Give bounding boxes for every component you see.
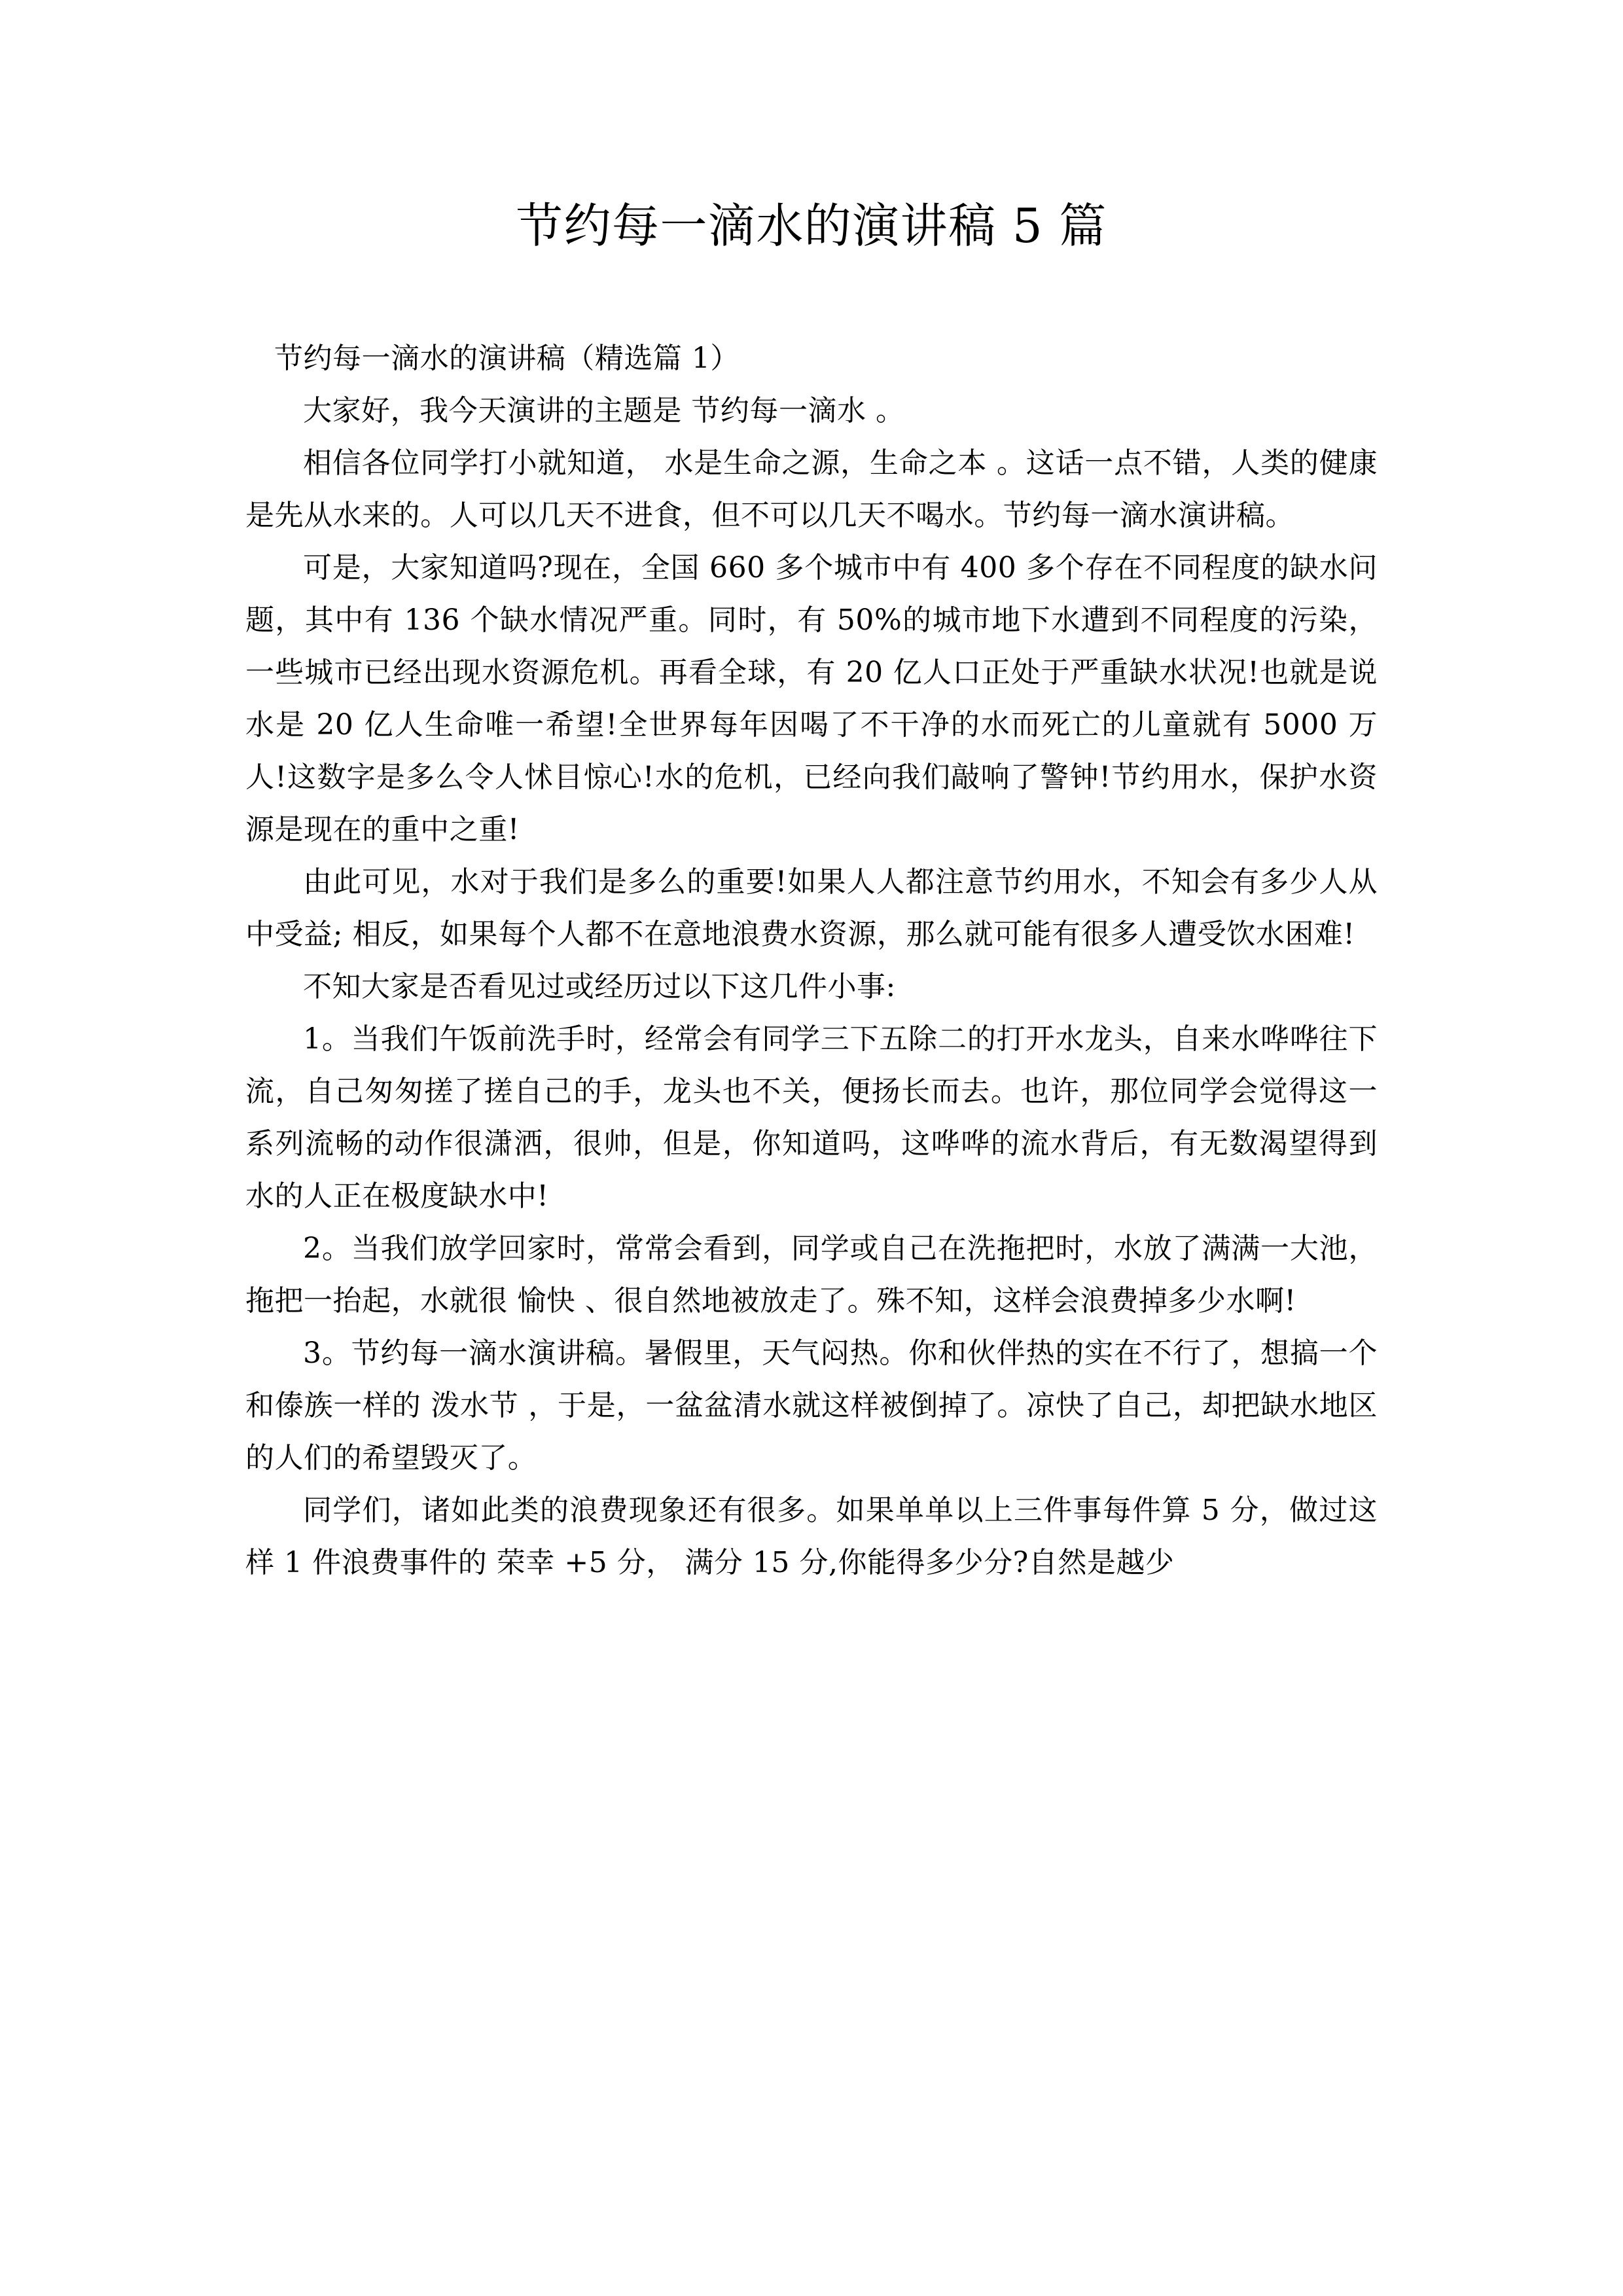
paragraph-greeting: 大家好，我今天演讲的主题是 节约每一滴水 。 [303, 394, 905, 427]
document-body [245, 332, 1378, 1589]
page-title: 节约每一滴水的演讲稿 5 篇 [516, 198, 1107, 253]
paragraph-item-2: 2。当我们放学回家时，常常会看到，同学或自己在洗拖把时，水放了满满一大池，拖把一抬起，水就很 愉快 、很自然地被放走了。殊不知，这样会浪费掉多少水啊! [245, 1232, 1378, 1318]
paragraph-item-3: 3。节约每一滴水演讲稿。暑假里，天气闷热。你和伙伴热的实在不行了，想搞一个和傣族一样的 泼水节 ，于是，一盆盆清水就这样被倒掉了。凉快了自己，却把缺水地区的人们的希望毁灭了。 [245, 1336, 1378, 1475]
section-heading: 节约每一滴水的演讲稿（精选篇 1） [274, 342, 740, 375]
paragraph-water-source: 相信各位同学打小就知道， 水是生命之源，生命之本 。这话一点不错，人类的健康是先从水来的。人可以几天不进食，但不可以几天不喝水。节约每一滴水演讲稿。 [245, 446, 1378, 532]
paragraph-item-1: 1。当我们午饭前洗手时，经常会有同学三下五除二的打开水龙头，自来水哗哗往下流，自己匆匆搓了搓自己的手，龙头也不关，便扬长而去。也许，那位同学会觉得这一系列流畅的动作很潇洒，很帅，但是，你知道吗，这哗哗的流水背后，有无数渴望得到水的人正在极度缺水中! [245, 1022, 1378, 1213]
page-content-area [245, 0, 1378, 1589]
paragraph-statistics: 可是，大家知道吗?现在，全国 660 多个城市中有 400 多个存在不同程度的缺水问题，其中有 136 个缺水情况严重。同时，有 50%的城市地下水遭到不同程度的污染，一些城市已经出现水资源危机。再看全球，有 20 亿人口正处于严重缺水状况!也就是说水是 20 亿人生命唯一希望!全世界每年因喝了不干净的水而死亡的儿童就有 5000 万人!这数字是多么令人怵目惊心!水的危机，已经向我们敲响了警钟!节约用水，保护水资源是现在的重中之重! [245, 551, 1378, 846]
paragraph-conclusion-importance: 由此可见，水对于我们是多么的重要!如果人人都注意节约用水，不知会有多少人从中受益; 相反，如果每个人都不在意地浪费水资源，那么就可能有很多人遭受饮水困难! [245, 865, 1378, 951]
paragraph-list-intro: 不知大家是否看见过或经历过以下这几件小事: [303, 970, 896, 1003]
paragraph-scoring: 同学们，诸如此类的浪费现象还有很多。如果单单以上三件事每件算 5 分，做过这样 1 件浪费事件的 荣幸 +5 分， 满分 15 分,你能得多少分?自然是越少 [245, 1494, 1378, 1579]
